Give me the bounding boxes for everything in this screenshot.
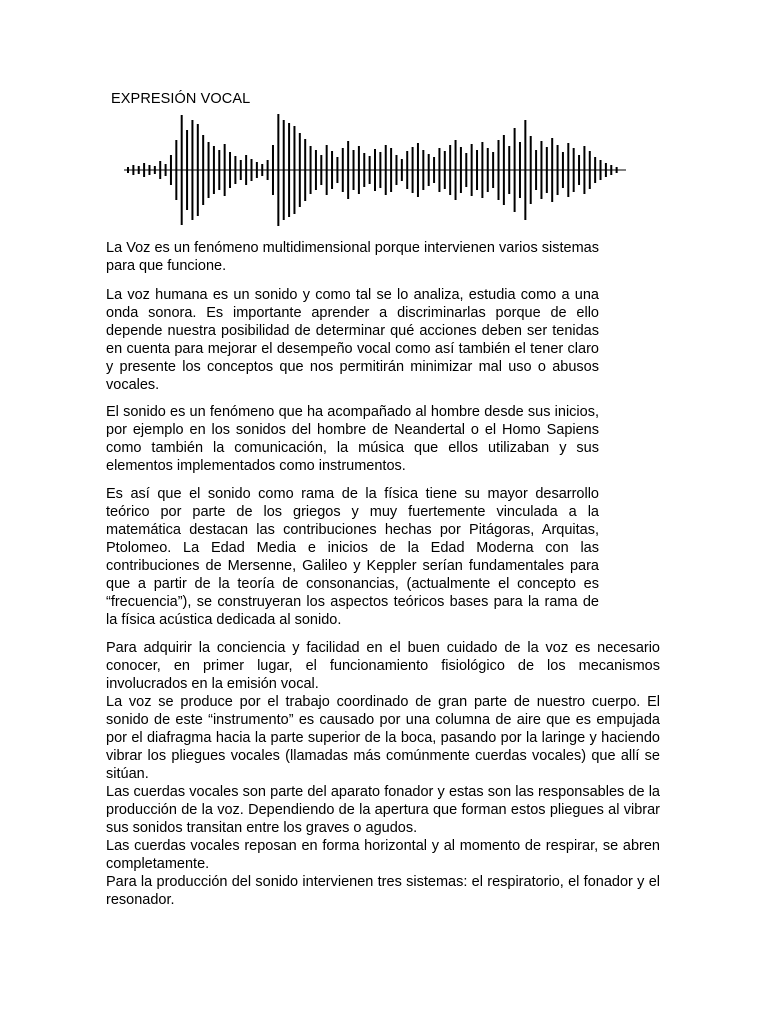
paragraph-text: Es así que el sonido como rama de la física tiene su mayor desarrollo teórico por parte de los griegos y muy fuertemente vinculada a la matemática destacan las contribuciones hechas por Pitágoras, Arquitas, Ptolomeo. La Edad Media e inicios de la Edad Moderna con las contribuciones de Mersenne, Galileo y Keppler serían fundamentales para que a partir de la teoría de consonancias, (actualmente el concepto es “frecuencia”), se construyeran los aspectos teóricos bases para la rama de la física acústica dedicada al sonido. <box>106 486 599 628</box>
text-line: Para la producción del sonido intervienen tres sistemas: el respiratorio, el fonador y el resonador. <box>106 874 660 908</box>
paragraph-2 <box>106 286 599 402</box>
text-line: Las cuerdas vocales son parte del aparato fonador y estas son las responsables de la producción de la voz. Dependiendo de la apertura que forman estos pliegues al vibrar sus sonidos transitan entre los graves o agudos. <box>106 784 660 836</box>
sound-wave-icon <box>122 108 628 232</box>
paragraph-1 <box>106 239 599 283</box>
paragraph-5 <box>106 639 660 909</box>
paragraph-text: La Voz es un fenómeno multidimensional porque intervienen varios sistemas para que funcione. <box>106 240 599 274</box>
text-line: Las cuerdas vocales reposan en forma horizontal y al momento de respirar, se abren completamente. <box>106 838 660 872</box>
text-line: Para adquirir la conciencia y facilidad en el buen cuidado de la voz es necesario conocer, en primer lugar, el funcionamiento fisiológico de los mecanismos involucrados en la emisión vocal. <box>106 640 660 692</box>
paragraph-3 <box>106 403 599 483</box>
paragraph-text: El sonido es un fenómeno que ha acompañado al hombre desde sus inicios, por ejemplo en los sonidos del hombre de Neandertal o el Homo Sapiens como también la comunicación, la música que ellos utilizaban y sus elementos implementados como instrumentos. <box>106 404 599 474</box>
text-line: La voz se produce por el trabajo coordinado de gran parte de nuestro cuerpo. El sonido de este “instrumento” es causado por una columna de aire que es empujada por el diafragma hacia la parte superior de la boca, pasando por la laringe y haciendo vibrar los pliegues vocales (llamadas más comúnmente cuerdas vocales) que allí se sitúan. <box>106 694 660 782</box>
page-title: EXPRESIÓN VOCAL <box>111 91 251 107</box>
paragraph-text: La voz humana es un sonido y como tal se lo analiza, estudia como a una onda sonora. Es importante aprender a discriminarlas porque de ello depende nuestra posibilidad de determinar qué acciones deben ser tenidas en cuenta para mejorar el desempeño vocal como así también el tener claro y presente los conceptos que nos permitirán minimizar mal uso o abusos vocales. <box>106 287 599 393</box>
paragraph-4 <box>106 485 599 637</box>
